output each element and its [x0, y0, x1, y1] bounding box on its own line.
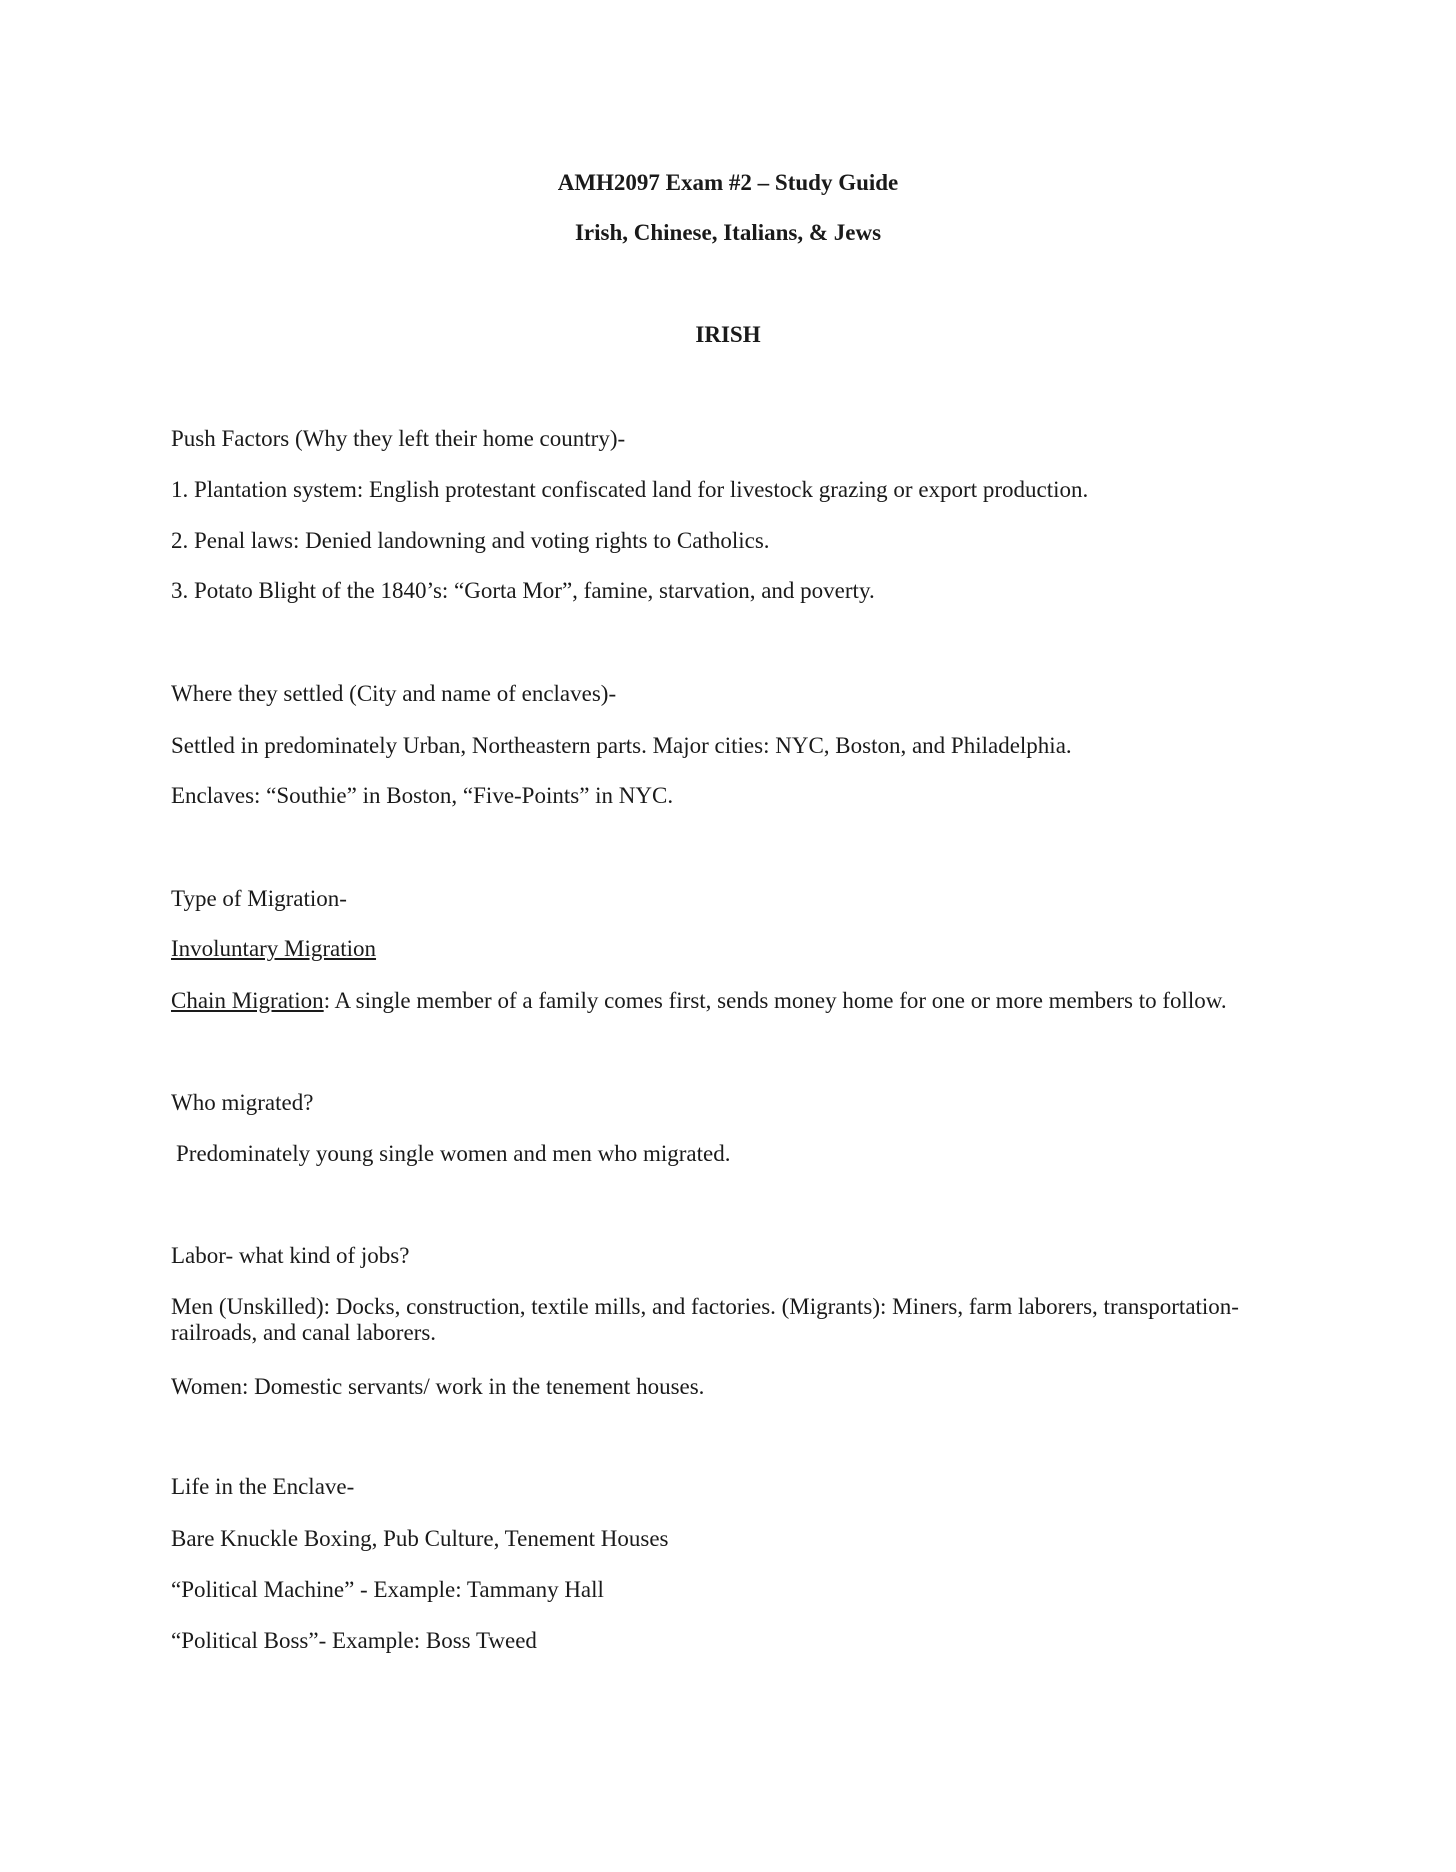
push-factor-item: 1. Plantation system: English protestant confiscated land for livestock grazing or export production. [171, 477, 1089, 502]
labor-men: Men (Unskilled): Docks, construction, textile mills, and factories. (Migrants): Miners, farm laborers, transportation-railroads, and canal laborers. [171, 1294, 1239, 1346]
push-factor-item: 3. Potato Blight of the 1840’s: “Gorta Mor”, famine, starvation, and poverty. [171, 578, 875, 603]
who-heading: Who migrated? [171, 1090, 314, 1115]
settled-heading: Where they settled (City and name of enclaves)- [171, 681, 617, 706]
involuntary-migration: Involuntary Migration [171, 936, 377, 961]
enclave-life-item: “Political Boss”- Example: Boss Tweed [171, 1628, 537, 1653]
enclave-life-heading: Life in the Enclave- [171, 1474, 355, 1499]
chain-migration-term: Chain Migration [171, 988, 324, 1013]
who-answer: Predominately young single women and men who migrated. [176, 1141, 731, 1166]
labor-women: Women: Domestic servants/ work in the tenement houses. [171, 1374, 705, 1399]
section-heading: IRISH [695, 322, 761, 347]
labor-heading: Labor- what kind of jobs? [171, 1243, 410, 1268]
settled-enclaves: Enclaves: “Southie” in Boston, “Five-Points” in NYC. [171, 783, 674, 808]
document-subtitle: Irish, Chinese, Italians, & Jews [574, 220, 882, 245]
enclave-life-item: Bare Knuckle Boxing, Pub Culture, Tenement Houses [171, 1526, 669, 1551]
push-factor-item: 2. Penal laws: Denied landowning and voting rights to Catholics. [171, 528, 770, 553]
chain-migration [171, 988, 1227, 1014]
enclave-life-item: “Political Machine” - Example: Tammany Hall [171, 1577, 604, 1602]
migration-heading: Type of Migration- [171, 886, 347, 911]
document-title: AMH2097 Exam #2 – Study Guide [557, 170, 899, 195]
push-factors-heading: Push Factors (Why they left their home country)- [171, 426, 626, 451]
chain-migration-description: : A single member of a family comes first, sends money home for one or more members to follow. [323, 988, 1227, 1013]
settled-cities: Settled in predominately Urban, Northeastern parts. Major cities: NYC, Boston, and Philadelphia. [171, 733, 1072, 758]
